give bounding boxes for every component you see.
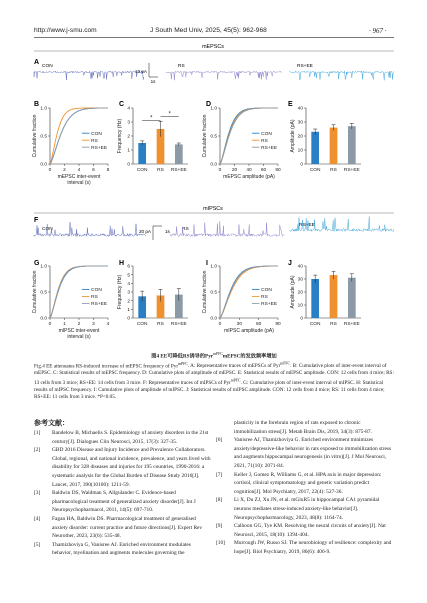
y-tick-label: 0.0	[210, 162, 217, 168]
trace-label-con-f: CON	[42, 227, 53, 232]
x-axis-label: mEPSC inter-event	[57, 174, 101, 180]
chart-c	[117, 106, 188, 173]
reference-item	[34, 541, 212, 558]
x-tick-label: 6	[92, 168, 95, 173]
y-tick-label: 0.5	[210, 134, 217, 140]
y-tick-label: 40	[297, 264, 303, 270]
y-tick-label: 30	[297, 120, 303, 126]
y-axis-label: Cumulative fraction	[32, 270, 38, 314]
y-axis-label: Amplitude (pA)	[290, 119, 296, 153]
chart-d	[202, 106, 281, 180]
x-axis-label: mIPSC amplitude (pA)	[224, 328, 274, 334]
references-title: 参考文献：	[34, 420, 69, 427]
reference-text: Vanisree AJ, Thamizhoviya G. Enriched environment minimizes anxiety/depressive-like behavior in rats exposed to immobilization stress and augments hippocampal neurogenesis (in vitro)[J]. J Mol Neurosci, 2021, 71(10): 2071-84.	[234, 437, 392, 469]
page-number: · 967 ·	[369, 27, 387, 35]
reference-item	[34, 429, 212, 446]
x-tick-label: 3	[92, 322, 95, 327]
x-tick-label: 4	[77, 168, 81, 173]
references-left-column	[34, 429, 212, 558]
y-tick-label: 20	[297, 290, 303, 296]
y-axis-label: Cumulative fraction	[202, 114, 208, 158]
significance-star: *	[168, 111, 171, 118]
reference-number: [2]	[34, 447, 41, 454]
reference-item	[216, 436, 394, 470]
reference-item	[216, 419, 394, 436]
chart-e	[290, 106, 361, 173]
reference-item	[34, 515, 212, 541]
category-label: RS	[157, 168, 164, 173]
trace-mepsc-con	[34, 71, 144, 80]
x-tick-label: 0	[218, 322, 222, 327]
y-axis-label: Amplitude (pA)	[290, 275, 296, 309]
panel-label-B: B	[34, 101, 40, 108]
y-tick-label: 40	[297, 106, 303, 112]
x-tick-label: 0	[48, 322, 52, 327]
x-axis-label: mIPSC inter-event	[58, 328, 100, 334]
x-tick-label: 40	[246, 168, 252, 173]
panel-label-G: G	[34, 260, 40, 267]
bar-con	[138, 143, 146, 164]
caption-en: Fig.4 EE attenuates RS-induced increase of mEPSC frequency of Pyr$^{mPFC}$. A: Representative traces of mEPSCs of Pyr$^{mPFC}$. B: Cumulative plots of inter-event interval of mEPSC. C: Statistical results of mEPSC frequency. D: Cumulative plots of amplitude of mEPSC. E: Statistical results of mEPSC amplitude. CON: 12 cells from 4 mice; RS: 13 cells from 3 mice; RS+EE: 14 cells from 3 mice. F: Representative traces of mIPSCs of Pyr$^{mPFC}$. G: Cumulative plots of inter-event interval of mIPSC. H: Statistical results of mIPSC frequency. I: Cumulative plots of amplitude of mIPSC. J: Statistical results of mIPSC amplitude. CON: 12 cells from 4 mice; RS: 11 cells from 4 mice; RS+EE: 11 cells from 3 mice. *P<0.05.	[34, 361, 394, 401]
category-label: CON	[309, 322, 321, 327]
scale-bar-a	[135, 63, 158, 84]
x-tick-label: 8	[106, 168, 110, 173]
reference-number: [1]	[34, 430, 41, 436]
references-right-column	[216, 419, 394, 557]
y-tick-label: 0.0	[40, 316, 47, 322]
reference-number: [6]	[216, 437, 223, 444]
reference-text: Keller J, Gomez R, Williams G, et al. HPA axis in major depression: cortisol, clinical symptomatology and genetic variation predict cognition[J]. Mol Psychiatry, 2017, 22(4): 527-36.	[234, 471, 382, 495]
y-axis-label: Frequency (Hz)	[117, 274, 123, 310]
y-tick-label: 0	[300, 162, 303, 168]
legend-label: RS+EE	[261, 302, 278, 307]
panel-label-A: A	[34, 59, 40, 66]
reference-text: Fagan HA, Baldwin DS. Pharmacological treatment of generalised anxiety disorder: current practice and future directions[J]. Expert Rev Neurother, 2023, 23(6): 535-48.	[52, 515, 203, 540]
reference-text: Li X, Du ZJ, Xu JN, et al. mGluR5 in hippocampal CA1 pyramidal neurons mediates stress-induced anxiety-like behavior[J]. Neuropsychopharmacology, 2023, 48(8): 1164-74.	[234, 497, 380, 521]
legend-label: RS	[261, 295, 268, 300]
y-tick-label: 1	[127, 148, 130, 154]
reference-number: [5]	[34, 541, 41, 548]
x-tick-label: 20	[231, 168, 238, 173]
reference-text: Murrough JW, Russo SJ. The neurobiology of resilience: complexity and hope[J]. Biol Psychiatry, 2019, 86(6): 406-9.	[234, 540, 392, 555]
bar-rsee	[348, 278, 356, 318]
bar-con	[311, 132, 319, 164]
reference-item	[216, 539, 394, 556]
y-tick-label: 0.5	[210, 290, 217, 296]
y-tick-label: 0.5	[40, 134, 47, 140]
y-tick-label: 1.0	[210, 264, 217, 270]
y-tick-label: 20	[297, 134, 303, 140]
reference-text: Calhoon GG, Tye KM. Resolving the neural circuits of anxiety[J]. Nat Neurosci, 2015, 18(10): 1394-404.	[234, 523, 386, 538]
legend-label: RS+EE	[261, 145, 278, 151]
reference-item	[216, 496, 394, 522]
category-label: CON	[136, 322, 148, 327]
x-tick-label: 30	[236, 322, 243, 327]
y-axis-label: Cumulative fraction	[202, 270, 208, 314]
trace-label-rs-a: RS	[178, 64, 185, 69]
x-axis-label-2: interval (s)	[67, 180, 91, 186]
y-tick-label: 1.0	[210, 106, 217, 112]
panel-label-C: C	[119, 101, 125, 108]
x-tick-label: 2	[63, 168, 66, 173]
y-axis-label: Frequency (Hz)	[117, 118, 123, 154]
category-label: RS+EE	[170, 168, 187, 173]
y-tick-label: 3	[127, 290, 130, 296]
y-tick-label: 3	[127, 120, 130, 126]
y-tick-label: 1	[127, 307, 130, 313]
y-tick-label: 5	[127, 273, 130, 279]
y-tick-label: 10	[297, 148, 303, 154]
legend-label: RS+EE	[91, 302, 108, 307]
y-axis-label: Cumulative fraction	[32, 114, 38, 158]
panel-label-H: H	[119, 260, 125, 267]
legend-label: RS	[261, 138, 268, 144]
reference-number: [10]	[216, 540, 225, 547]
chart-i	[202, 264, 281, 334]
x-tick-label: 90	[275, 322, 281, 327]
y-tick-label: 2	[127, 299, 130, 305]
category-label: RS+EE	[170, 322, 187, 327]
bar-rs	[330, 128, 338, 164]
bar-con	[311, 279, 319, 318]
panel-label-F: F	[34, 217, 39, 224]
y-tick-label: 0	[127, 316, 130, 322]
y-tick-label: 0.0	[210, 316, 217, 322]
x-axis-label: mEPSC amplitude (pA)	[223, 174, 275, 180]
x-tick-label: 1	[63, 322, 66, 327]
y-tick-label: 0	[127, 162, 130, 168]
category-label: RS	[157, 322, 164, 327]
trace-label-rsee-f: RS+EE	[299, 223, 315, 228]
significance-star: *	[150, 115, 153, 122]
reference-item	[216, 471, 394, 497]
reference-text: plasticity in the forebrain region of rats exposed to chronic immobilization stress[J]. Metab Brain Dis, 2019, 34(3): 875-87.	[234, 420, 372, 435]
reference-text: Bandelow B, Michaelis S. Epidemiology of anxiety disorders in the 21st century[J]. Dialogues Clin Neurosci, 2015, 17(3): 327-35.	[52, 430, 209, 445]
reference-number: [7]	[216, 471, 223, 478]
figure-caption	[34, 351, 394, 401]
legend-label: RS+EE	[91, 145, 108, 151]
x-tick-label: 2	[77, 322, 81, 327]
category-label: CON	[136, 168, 148, 173]
reference-text: GBD 2016 Disease and Injury Incidence and Prevalence Collaborators. Global, regional, and national incidence, prevalence, and years lived with disability for 328 diseases and injuries for 195 countries, 1990-2016: a systematic analysis for the Global Burden of Disease Study 2016[J]. Lancet, 2017, 390(10100): 1211-59.	[52, 447, 211, 488]
category-label: CON	[309, 168, 321, 173]
y-tick-label: 0	[300, 316, 303, 322]
trace-label-con-a: CON	[42, 64, 53, 69]
x-tick-label: 80	[275, 168, 281, 173]
bar-rs	[330, 275, 338, 318]
y-tick-label: 4	[127, 106, 130, 112]
reference-item	[34, 446, 212, 489]
trace-label-rsee-a: RS+EE	[297, 64, 313, 69]
chart-j	[290, 264, 361, 327]
panel-label-J: J	[288, 260, 292, 267]
reference-item	[34, 489, 212, 515]
y-tick-label: 6	[127, 264, 130, 270]
legend-label: CON	[91, 131, 102, 137]
bar-rsee	[175, 144, 183, 164]
scale-amp-f: 20 pA	[138, 229, 151, 234]
reference-number: [8]	[216, 497, 223, 504]
x-tick-label: 0	[218, 168, 222, 173]
y-tick-label: 10	[297, 303, 303, 309]
x-tick-label: 0	[48, 168, 52, 173]
bar-rsee	[348, 126, 356, 164]
legend-label: CON	[261, 131, 272, 137]
panel-label-I: I	[206, 260, 208, 267]
trace-label-rs-f: RS	[182, 227, 189, 232]
reference-number: [4]	[34, 515, 41, 522]
trace-mepsc-rsee	[290, 71, 394, 80]
mipscs-title: mIPSCs	[203, 206, 223, 212]
reference-number: [9]	[216, 523, 223, 530]
journal-url[interactable]: http://www.j-smu.com	[34, 27, 97, 34]
legend-label: CON	[91, 288, 102, 293]
category-label: RS+EE	[343, 322, 360, 327]
panel-label-D: D	[206, 101, 212, 108]
y-tick-label: 4	[127, 281, 130, 287]
scale-bar-f	[139, 226, 171, 240]
y-tick-label: 0.0	[40, 162, 47, 168]
x-tick-label: 4	[106, 322, 110, 327]
chart-g	[32, 264, 110, 340]
category-label: RS+EE	[343, 168, 360, 173]
trace-mepsc-rs	[166, 71, 282, 80]
chart-h	[117, 264, 188, 327]
scale-time-a: 1s	[150, 79, 156, 84]
reference-text: Thamizhoviya G, Vanisree AJ. Enriched environment modulates behavior, myelination and augments molecules governing the	[52, 541, 191, 557]
y-tick-label: 30	[297, 277, 303, 283]
reference-number: [3]	[34, 490, 41, 497]
x-axis-label-2: interval (s)	[67, 334, 91, 340]
category-label: RS	[330, 168, 337, 173]
reference-item	[216, 522, 394, 539]
caption-zh: 图4 EE可降低RS诱导的Pyr$^{mPFC}$mEPSC的发放频率增加	[151, 352, 277, 360]
journal-citation: J South Med Univ, 2025, 45(5): 962-968	[150, 27, 267, 34]
scale-time-f: 1s	[165, 229, 170, 234]
y-tick-label: 1.0	[40, 264, 47, 270]
mepscs-title: mEPSCs	[202, 44, 224, 50]
panel-label-E: E	[288, 101, 293, 108]
y-tick-label: 0.5	[40, 290, 47, 296]
y-tick-label: 2	[127, 134, 130, 140]
reference-text: Baldwin DS, Waldman S, Allgulander C. Evidence-based pharmacological treatment of generalized anxiety disorder[J]. Int J Neuropsychopharmacol, 2011, 14(5): 697-710.	[52, 490, 196, 514]
legend-label: CON	[261, 288, 272, 293]
scale-amp-a: 10 pA	[134, 69, 147, 74]
x-tick-label: 60	[260, 168, 267, 173]
y-tick-label: 1.0	[40, 106, 47, 112]
chart-b	[32, 106, 110, 186]
legend-label: RS	[91, 138, 98, 144]
legend-label: RS	[91, 295, 98, 300]
category-label: RS	[330, 322, 337, 327]
x-tick-label: 60	[255, 322, 262, 327]
